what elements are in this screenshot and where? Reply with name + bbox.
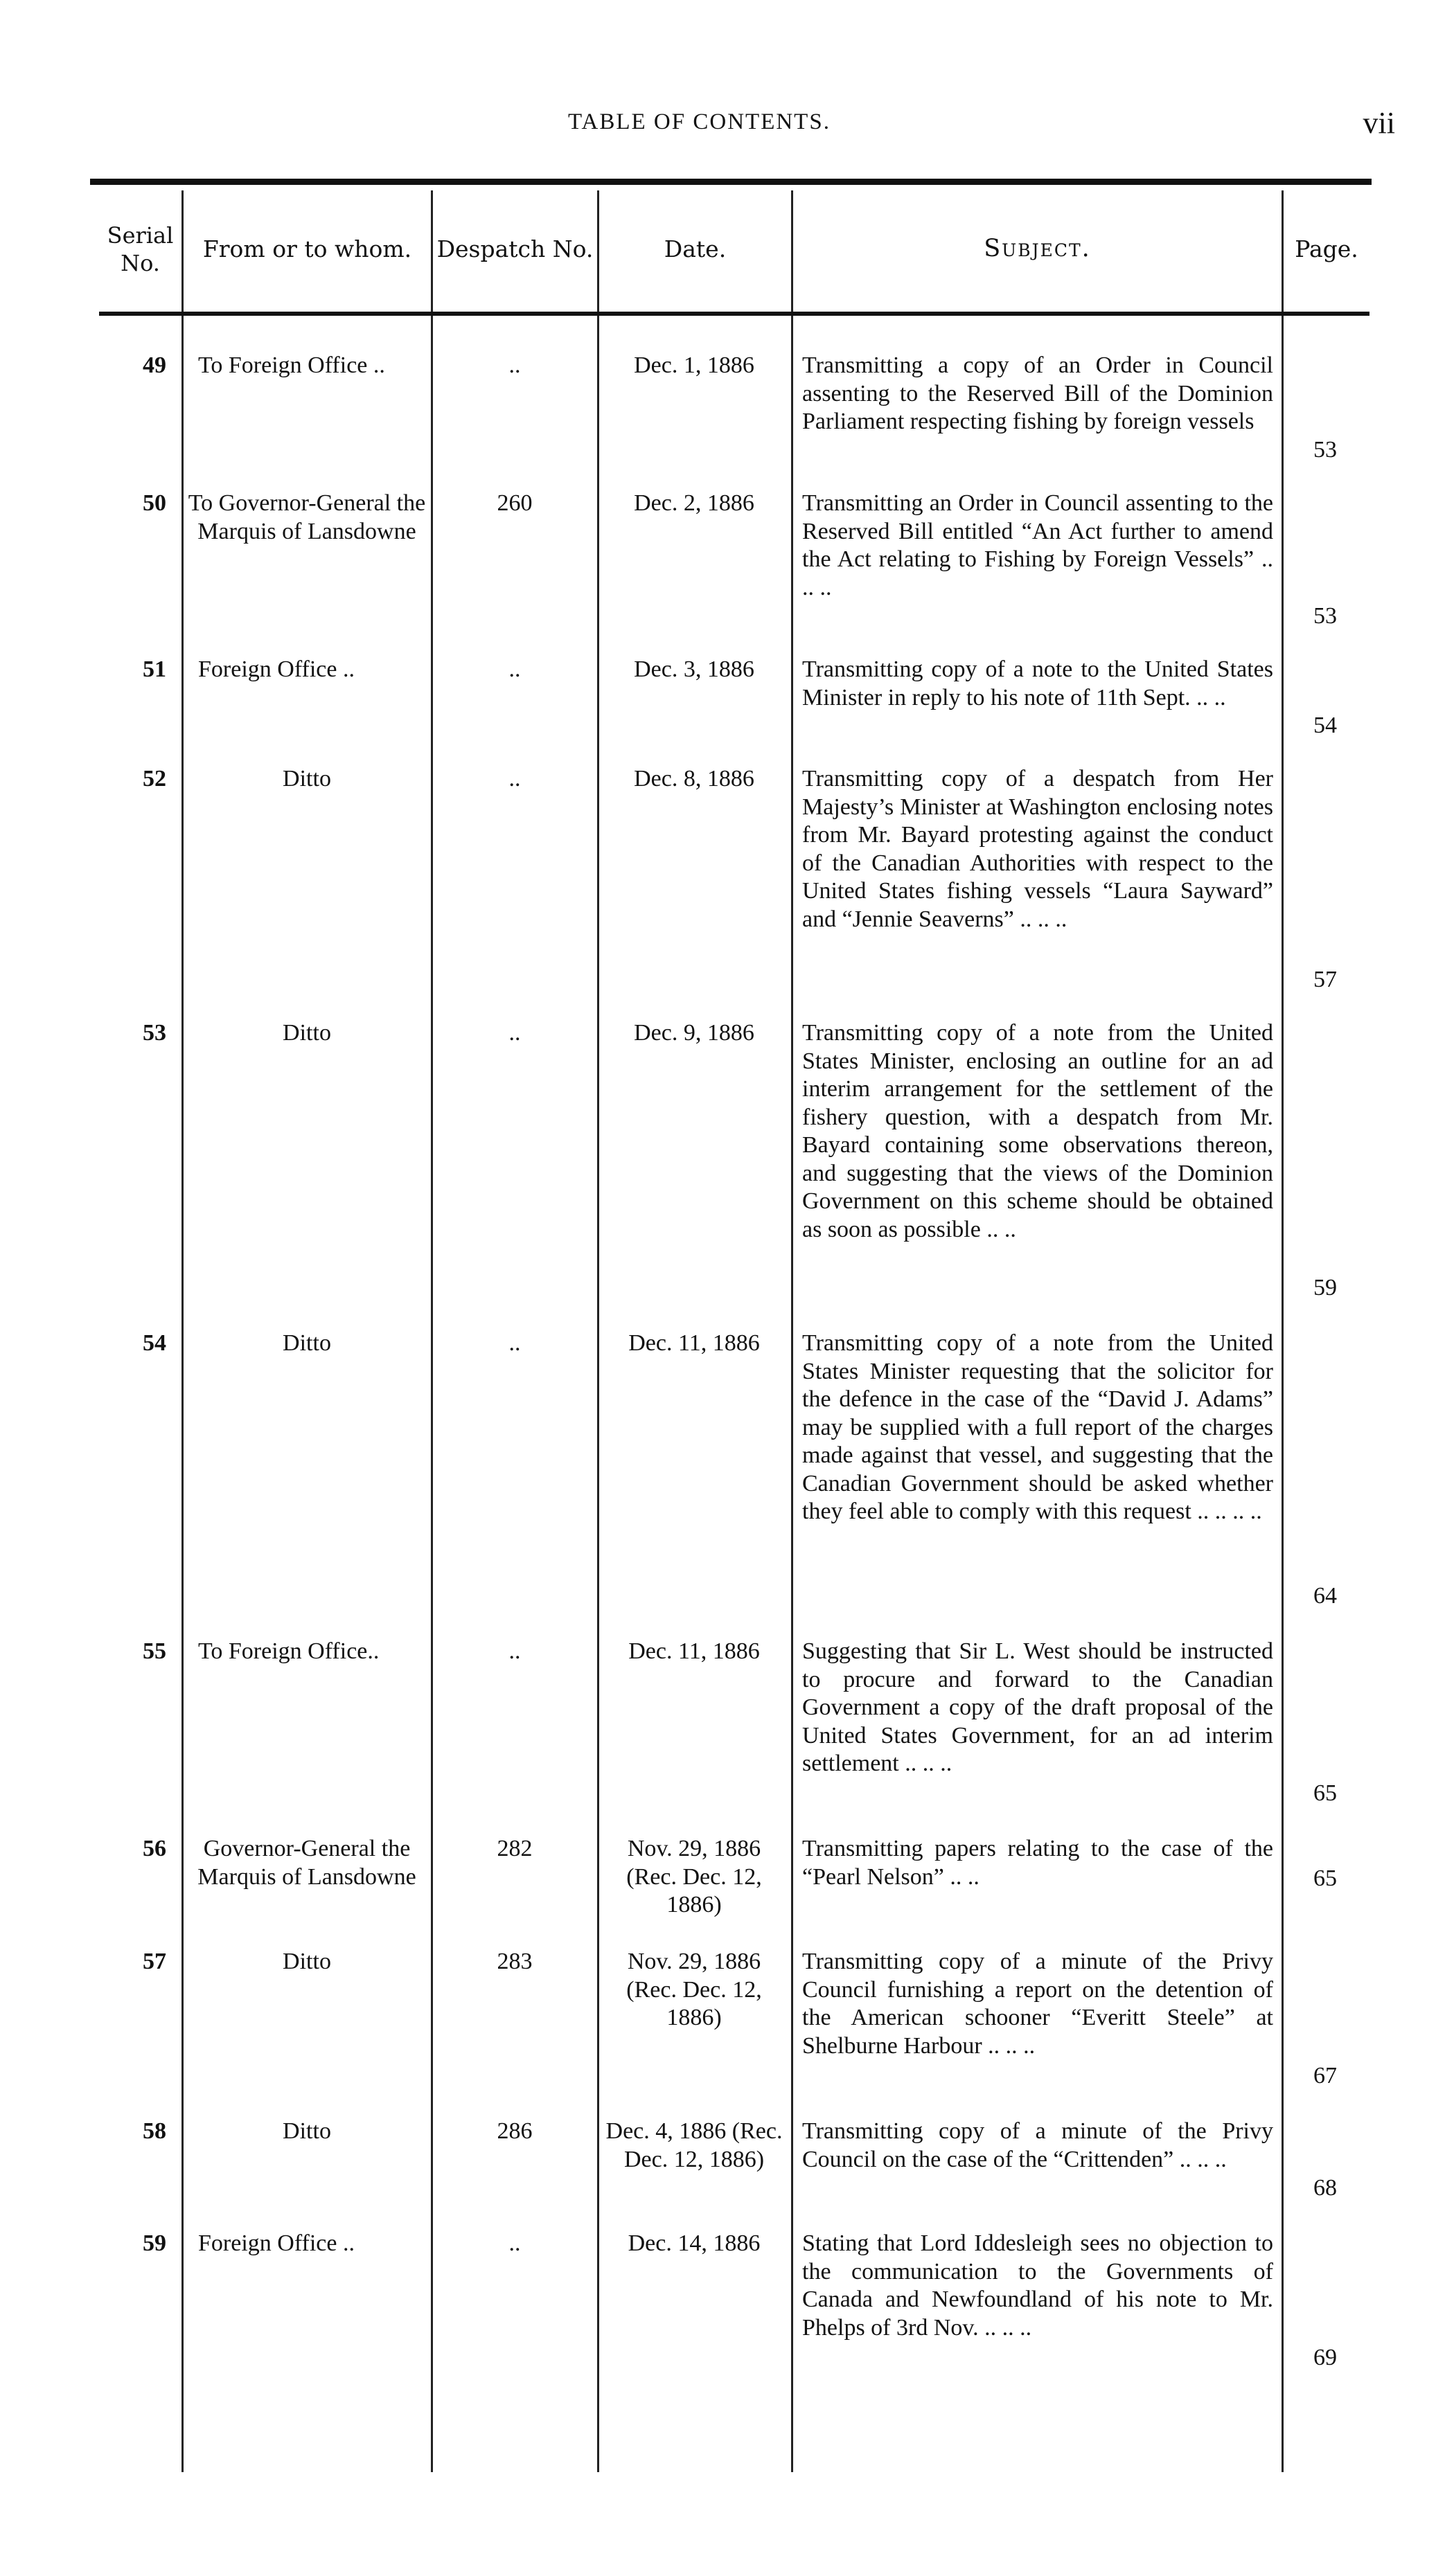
date: Dec. 11, 1886 xyxy=(628,1638,760,1664)
despatch-no: .. xyxy=(508,656,521,682)
serial-no: 56 xyxy=(143,1836,166,1861)
despatch-no: .. xyxy=(508,352,521,378)
date: Dec. 2, 1886 xyxy=(634,490,754,516)
page-ref: 67 xyxy=(1313,2063,1337,2088)
page-ref: 53 xyxy=(1313,603,1337,629)
header-subject: Subject. xyxy=(984,235,1091,263)
column-divider xyxy=(597,190,599,2472)
subject: Stating that Lord Iddesleigh sees no objection to the communication to the Governments of Canada and Newfoundland of his note to Mr. Phelps of 3rd Nov. .. .. .. xyxy=(802,2230,1273,2341)
serial-no: 55 xyxy=(143,1638,166,1664)
despatch-no: 260 xyxy=(497,490,533,516)
page-ref: 59 xyxy=(1313,1275,1337,1300)
page-ref: 68 xyxy=(1313,2175,1337,2201)
serial-no: 59 xyxy=(143,2230,166,2256)
despatch-no: .. xyxy=(508,1638,521,1664)
header-date: Date. xyxy=(664,235,727,263)
subject: Transmitting an Order in Council assenting to the Reserved Bill entitled “An Act further to amend the Act relating to Fishing by Foreign Vessels” .. .. .. xyxy=(802,490,1273,600)
despatch-no: .. xyxy=(508,1020,521,1046)
despatch-no: .. xyxy=(508,766,521,791)
date: Dec. 8, 1886 xyxy=(634,766,754,791)
serial-no: 58 xyxy=(143,2118,166,2144)
date: Dec. 3, 1886 xyxy=(634,656,754,682)
date: Dec. 11, 1886 xyxy=(628,1330,760,1356)
running-title: TABLE OF CONTENTS. xyxy=(568,109,831,134)
date: Nov. 29, 1886 (Rec. Dec. 12, 1886) xyxy=(626,1949,762,2030)
despatch-no: .. xyxy=(508,2230,521,2256)
subject: Transmitting a copy of an Order in Council assenting to the Reserved Bill of the Dominion Parliament respecting fishing by foreign vessels xyxy=(802,352,1273,434)
from-or-to: Ditto xyxy=(283,1949,331,1974)
serial-no: 57 xyxy=(143,1949,166,1974)
serial-no: 52 xyxy=(143,766,166,791)
date: Dec. 1, 1886 xyxy=(634,352,754,378)
serial-no: 53 xyxy=(143,1020,166,1046)
header-rule xyxy=(99,312,1369,316)
from-or-to: Ditto xyxy=(283,1020,331,1046)
from-or-to: Ditto xyxy=(283,1330,331,1356)
serial-no: 49 xyxy=(143,352,166,378)
from-or-to: Foreign Office .. xyxy=(198,656,355,682)
column-divider xyxy=(431,190,433,2472)
subject: Transmitting copy of a minute of the Privy Council furnishing a report on the detention of the American schooner “Everitt Steele” at Shelburne Harbour .. .. .. xyxy=(802,1949,1273,2059)
subject: Transmitting papers relating to the case of the “Pearl Nelson” .. .. xyxy=(802,1836,1273,1890)
subject: Transmitting copy of a despatch from Her Majesty’s Minister at Washington enclosing notes from Mr. Bayard protesting against the conduct of the Canadian Authorities with respect to the United States fishing vessels “Laura Sayward” and “Jennie Seaverns” .. .. .. xyxy=(802,766,1273,932)
subject: Transmitting copy of a note from the United States Minister requesting that the solicitor for the defence in the case of the “David J. Adams” may be supplied with a full report of the charges made against that vessel, and suggesting that the Canadian Government should be asked whether they feel able to comply with this request .. .. .. .. xyxy=(802,1330,1273,1524)
column-divider xyxy=(181,190,184,2472)
page-ref: 64 xyxy=(1313,1583,1337,1609)
page-ref: 65 xyxy=(1313,1866,1337,1891)
despatch-no: 282 xyxy=(497,1836,533,1861)
from-or-to: To Foreign Office .. xyxy=(198,352,385,378)
header-serial: Serial No. xyxy=(107,222,174,276)
from-or-to: To Governor-General the Marquis of Lansdowne xyxy=(188,490,426,544)
subject: Transmitting copy of a minute of the Privy Council on the case of the “Crittenden” .. .. .. xyxy=(802,2118,1273,2172)
date: Nov. 29, 1886 (Rec. Dec. 12, 1886) xyxy=(626,1836,762,1917)
subject: Transmitting copy of a note to the United States Minister in reply to his note of 11th Sept. .. .. xyxy=(802,656,1273,710)
from-or-to: Ditto xyxy=(283,766,331,791)
column-divider xyxy=(1282,190,1284,2472)
subject: Suggesting that Sir L. West should be instructed to procure and forward to the Canadian Government a copy of the draft proposal of the United States Government, for an ad interim settlement .. .. .. xyxy=(802,1638,1273,1776)
page-numeral: vii xyxy=(1363,106,1395,140)
column-divider xyxy=(791,190,793,2472)
despatch-no: 283 xyxy=(497,1949,533,1974)
despatch-no: .. xyxy=(508,1330,521,1356)
page-ref: 65 xyxy=(1313,1780,1337,1806)
date: Dec. 4, 1886 (Rec. Dec. 12, 1886) xyxy=(605,2118,783,2172)
from-or-to: Ditto xyxy=(283,2118,331,2144)
despatch-no: 286 xyxy=(497,2118,533,2144)
header-despatch: Despatch No. xyxy=(436,235,594,263)
page-ref: 54 xyxy=(1313,713,1337,738)
serial-no: 51 xyxy=(143,656,166,682)
from-or-to: Governor-General the Marquis of Lansdowne xyxy=(197,1836,416,1890)
serial-no: 50 xyxy=(143,490,166,516)
header-page: Page. xyxy=(1295,235,1358,263)
serial-no: 54 xyxy=(143,1330,166,1356)
header-from: From or to whom. xyxy=(202,235,412,263)
page-ref: 57 xyxy=(1313,967,1337,992)
subject: Transmitting copy of a note from the United States Minister, enclosing an outline for an ad interim arrangement for the settlement of the fishery question, with a despatch from Mr. Bayard containing some observations thereon, and suggesting that the views of the Dominion Government on this scheme should be obtained as soon as possible .. .. xyxy=(802,1020,1273,1242)
date: Dec. 14, 1886 xyxy=(628,2230,761,2256)
from-or-to: To Foreign Office.. xyxy=(198,1638,380,1664)
page-ref: 69 xyxy=(1313,2345,1337,2370)
page-ref: 53 xyxy=(1313,437,1337,463)
date: Dec. 9, 1886 xyxy=(634,1020,754,1046)
top-rule xyxy=(90,179,1372,185)
from-or-to: Foreign Office .. xyxy=(198,2230,355,2256)
running-head xyxy=(0,106,1454,151)
